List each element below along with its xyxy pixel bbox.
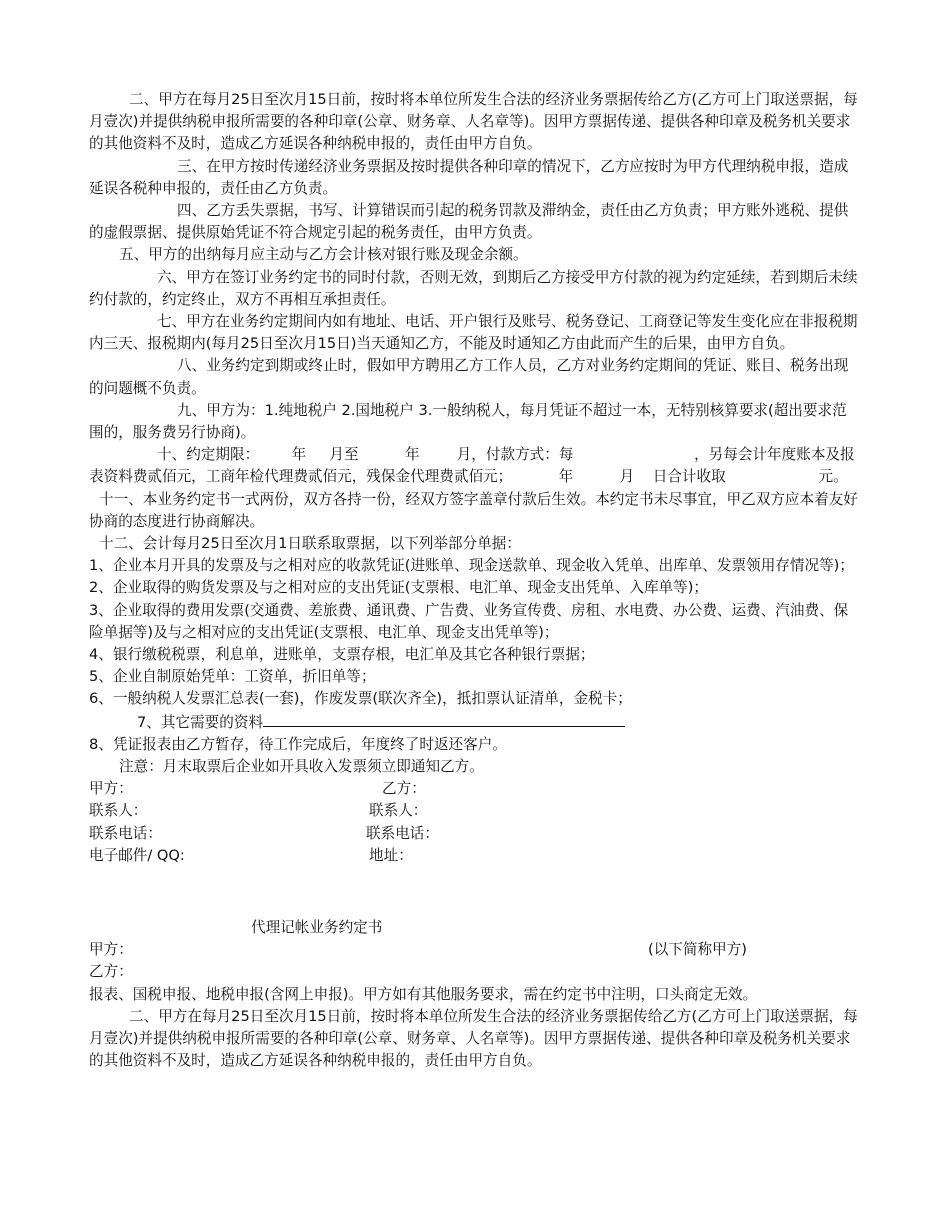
party-a-label: 甲方：	[89, 780, 133, 798]
clause-7: 七、甲方在业务约定期间内如有地址、电话、开户银行及账号、税务登记、工商登记等发生变化应在非报税期内三天、报税期内(每月25日至次月15日)当天通知乙方，不能及时通知乙方由此而产生的后果，由甲方自负。	[89, 313, 858, 353]
list-item: 3、企业取得的费用发票(交通费、差旅费、通讯费、广告费、业务宣传费、房租、水电费、办公费、运费、汽油费、保险单据等)及与之相对应的支出凭证(支票根、电汇单、现金支出凭单等)；	[89, 601, 849, 641]
clause-12: 十二、会计每月25日至次月1日联系取票据，以下列举部分单据：	[99, 535, 521, 553]
clause-6: 六、甲方在签订业务约定书的同时付款，否则无效，到期后乙方接受甲方付款的视为约定延续，若到期后未续约付款的，约定终止，双方不再相互承担责任。	[89, 268, 858, 308]
signature-row	[89, 800, 861, 822]
clause-2: 二、甲方在每月25日至次月15日前，按时将本单位所发生合法的经济业务票据传给乙方(乙方可上门取送票据，每月壹次)并提供纳税申报所需要的各种印章(公章、财务章、人名章等)。因甲方票据传递、提供各种印章及税务机关要求的其他资料不及时，造成乙方延误各种纳税申报的，责任由甲方自负。	[89, 91, 858, 153]
address-b-label: 地址：	[369, 846, 413, 864]
signature-row	[89, 778, 861, 800]
party-a-label: 甲方：	[89, 941, 133, 959]
party-b-row	[89, 961, 861, 983]
list-item: 6、一般纳税人发票汇总表(一套)，作废发票(联次齐全)，抵扣票认证清单，金税卡；	[89, 690, 632, 708]
party-a-note: (以下简称甲方)	[648, 941, 747, 959]
list-item-8: 8、凭证报表由乙方暂存，待工作完成后，年度终了时返还客户。	[89, 735, 507, 753]
email-a-label: 电子邮件/ QQ:	[89, 846, 185, 864]
document-title: 代理记帐业务约定书	[251, 919, 383, 937]
contact-b-label: 联系人：	[369, 802, 428, 820]
list-item: 1、企业本月开具的发票及与之相对应的收款凭证(进账单、现金送款单、现金收入凭单、出库单、发票领用存情况等)；	[89, 557, 854, 575]
clause-10: 十、约定期限： 年 月至 年 月，付款方式：每 ，另每会计年度账本及报表资料费贰佰元，工商年检代理费贰佰元，残保金代理费贰佰元； 年 月 日合计收取 元。	[89, 446, 855, 486]
clause-9: 九、甲方为：1.纯地税户 2.国地税户 3.一般纳税人，每月凭证不超过一本，无特别核算要求(超出要求范围的，服务费另行协商)。	[89, 401, 847, 442]
clause-5: 五、甲方的出纳每月应主动与乙方会计核对银行账及现金余额。	[119, 246, 528, 264]
clause-4: 四、乙方丢失票据，书写、计算错误而引起的税务罚款及滞纳金，责任由乙方负责；甲方账外逃税、提供的虚假票据、提供原始凭证不符合规定引起的税务责任，由甲方负责。	[89, 202, 849, 242]
clause-8: 八、业务约定到期或终止时，假如甲方聘用乙方工作人员，乙方对业务约定期间的凭证、账目、税务出现的问题概不负责。	[89, 357, 849, 397]
party-b-label: 乙方：	[382, 780, 426, 798]
list-item-7	[89, 711, 861, 734]
clause-2-repeat: 二、甲方在每月25日至次月15日前，按时将本单位所发生合法的经济业务票据传给乙方(乙方可上门取送票据，每月壹次)并提供纳税申报所需要的各种印章(公章、财务章、人名章等)。因甲方票据传递、提供各种印章及税务机关要求的其他资料不及时，造成乙方延误各种纳税申报的，责任由甲方自负。	[89, 1007, 858, 1070]
contract-page	[89, 89, 861, 1072]
note: 注意：月末取票后企业如开具收入发票须立即通知乙方。	[119, 758, 484, 776]
contact-a-label: 联系人：	[89, 802, 148, 820]
spacer	[89, 867, 861, 892]
list-item: 5、企业自制原始凭单：工资单，折旧单等；	[89, 668, 376, 686]
party-b-label: 乙方：	[89, 963, 133, 981]
clause-11: 十一、本业务约定书一式两份，双方各持一份，经双方签字盖章付款后生效。本约定书未尽事宜，甲乙双方应本着友好协商的态度进行协商解决。	[89, 490, 858, 530]
party-a-row	[89, 939, 861, 961]
phone-b-label: 联系电话：	[366, 824, 439, 842]
phone-a-label: 联系电话：	[89, 824, 162, 842]
service-scope-line: 报表、国税申报、地税申报(含网上申报)。甲方如有其他服务要求，需在约定书中注明，口头商定无效。	[89, 985, 758, 1003]
list-item: 2、企业取得的购货发票及与之相对应的支出凭证(支票根、电汇单、现金支出凭单、入库单等)；	[89, 579, 709, 597]
list-item: 4、银行缴税税票，利息单，进账单，支票存根，电汇单及其它各种银行票据；	[89, 646, 595, 664]
clause-3: 三、在甲方按时传递经济业务票据及按时提供各种印章的情况下，乙方应按时为甲方代理纳税申报，造成延误各税种申报的，责任由乙方负责。	[89, 157, 849, 197]
item7-label: 7、其它需要的资料	[137, 713, 264, 731]
spacer	[89, 892, 861, 917]
signature-row	[89, 823, 861, 845]
signature-row	[89, 845, 861, 867]
fill-in-line	[263, 711, 625, 727]
